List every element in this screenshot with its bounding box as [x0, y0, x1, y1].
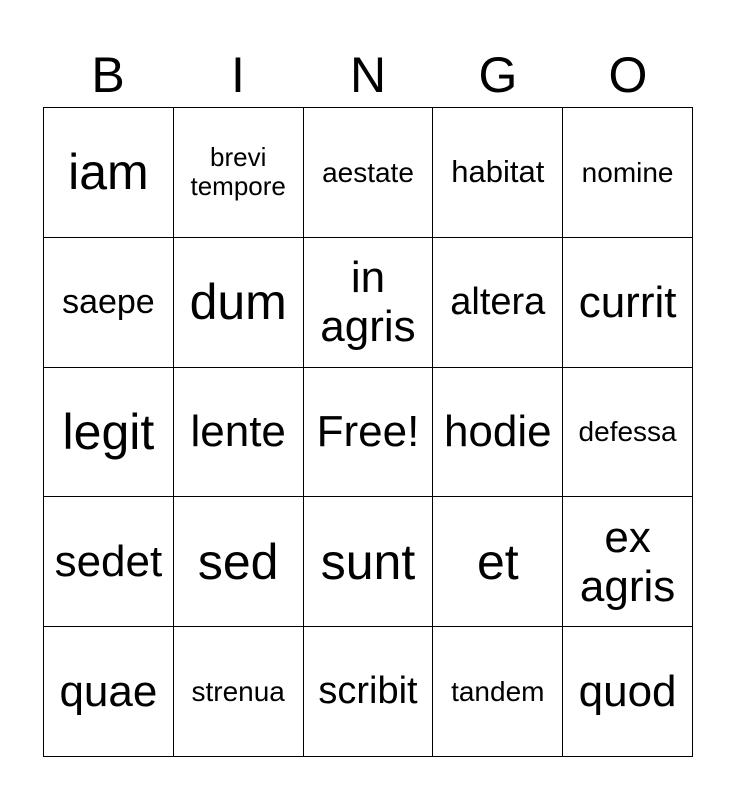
cell-text: scribit: [318, 670, 418, 713]
cell-text: lente: [190, 407, 286, 457]
cell-text: sunt: [320, 533, 416, 590]
bingo-cell[interactable]: [433, 497, 563, 627]
header-letter-o: O: [608, 47, 648, 103]
bingo-cell[interactable]: [44, 627, 174, 757]
bingo-cell[interactable]: [174, 238, 304, 368]
cell-text: defessa: [578, 416, 677, 448]
bingo-cell[interactable]: [304, 627, 434, 757]
bingo-cell[interactable]: [174, 368, 304, 498]
cell-text: Free!: [316, 407, 420, 457]
bingo-cell[interactable]: [433, 108, 563, 238]
bingo-cell[interactable]: [44, 368, 174, 498]
bingo-cell[interactable]: [304, 368, 434, 498]
cell-text: et: [476, 533, 519, 590]
cell-text: in agris: [320, 252, 416, 352]
bingo-cell[interactable]: [563, 497, 693, 627]
bingo-cell[interactable]: [174, 497, 304, 627]
bingo-cell[interactable]: [563, 368, 693, 498]
bingo-cell[interactable]: [44, 497, 174, 627]
header-letter-g: G: [478, 47, 518, 103]
bingo-cell[interactable]: [304, 108, 434, 238]
bingo-cell[interactable]: [433, 627, 563, 757]
cell-text: saepe: [62, 283, 155, 322]
cell-text: brevi tempore: [190, 142, 286, 202]
cell-text: habitat: [451, 154, 545, 190]
cell-text: sed: [197, 533, 279, 590]
bingo-cell[interactable]: [563, 108, 693, 238]
bingo-cell[interactable]: [563, 238, 693, 368]
cell-text: quod: [578, 666, 677, 716]
cell-text: dum: [189, 274, 287, 331]
bingo-cell[interactable]: [433, 368, 563, 498]
header-letter-n: N: [349, 47, 387, 103]
header-letter-b: B: [91, 47, 125, 103]
cell-text: legit: [62, 403, 155, 460]
cell-text: ex agris: [579, 512, 676, 611]
bingo-cell[interactable]: [44, 108, 174, 238]
bingo-header: [43, 44, 693, 106]
bingo-card: [43, 107, 693, 757]
cell-text: aestate: [322, 156, 414, 188]
cell-text: tandem: [451, 675, 545, 707]
cell-text: hodie: [443, 407, 552, 457]
cell-text: strenua: [191, 675, 285, 707]
bingo-cell[interactable]: [304, 238, 434, 368]
cell-text: sedet: [54, 537, 163, 587]
bingo-cell[interactable]: [44, 238, 174, 368]
bingo-cell[interactable]: [304, 497, 434, 627]
bingo-cell[interactable]: [563, 627, 693, 757]
cell-text: nomine: [581, 156, 674, 188]
cell-text: quae: [59, 666, 158, 716]
cell-text: currit: [578, 277, 677, 327]
cell-text: iam: [68, 144, 149, 201]
bingo-cell[interactable]: [174, 108, 304, 238]
header-letter-i: I: [231, 47, 245, 103]
bingo-cell[interactable]: [433, 238, 563, 368]
cell-text: altera: [450, 280, 546, 323]
bingo-cell[interactable]: [174, 627, 304, 757]
